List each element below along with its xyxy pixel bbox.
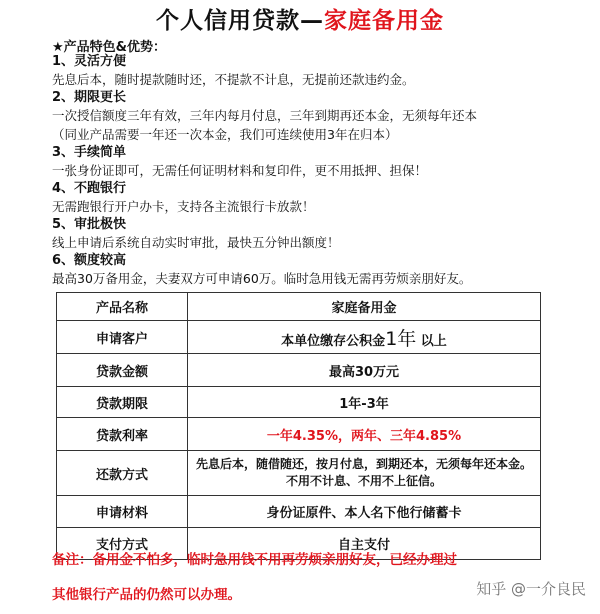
feature-heading: 5、审批极快 <box>52 217 127 232</box>
feature-item <box>52 144 592 180</box>
repayment-line: 不用不计息、不用不上征信。 <box>285 474 442 488</box>
title-main: 个人信用贷款— <box>156 8 324 34</box>
features-subtitle: ★产品特色&优势： <box>52 40 166 55</box>
feature-heading: 3、手续简单 <box>52 145 127 160</box>
interest-rate-value: 一年4.35%，两年、三年4.85% <box>188 418 541 451</box>
feature-text: （同业产品需要一年还一次本金，我们可连续使用3年在归本） <box>52 127 398 142</box>
customer-condition: 本单位缴存公积金 <box>281 333 386 349</box>
row-label: 还款方式 <box>57 451 188 496</box>
feature-list <box>52 53 592 288</box>
feature-text: 无需跑银行开户办卡，支持各主流银行卡放款！ <box>52 199 315 214</box>
row-value <box>188 451 541 496</box>
feature-text: 一次授信额度三年有效，三年内每月付息，三年到期再还本金，无须每年还本 <box>52 108 478 123</box>
row-value: 身份证原件、本人名下他行储蓄卡 <box>188 496 541 528</box>
feature-heading: 6、额度较高 <box>52 253 127 268</box>
feature-item <box>52 89 592 144</box>
table-row <box>57 321 541 354</box>
product-table <box>56 292 541 560</box>
table-row <box>57 293 541 321</box>
feature-item <box>52 180 592 216</box>
feature-text: 最高30万备用金，夫妻双方可申请60万。临时急用钱无需再劳烦亲朋好友。 <box>52 271 472 286</box>
page-title <box>0 2 600 36</box>
row-label: 贷款期限 <box>57 387 188 418</box>
table-row <box>57 451 541 496</box>
row-value: 最高30万元 <box>188 354 541 387</box>
watermark: 知乎 @一介良民 <box>476 580 586 598</box>
table-row <box>57 496 541 528</box>
feature-heading: 1、灵活方便 <box>52 54 127 69</box>
row-label: 申请材料 <box>57 496 188 528</box>
row-label: 产品名称 <box>57 293 188 321</box>
row-label: 贷款金额 <box>57 354 188 387</box>
table-row <box>57 418 541 451</box>
row-value: 家庭备用金 <box>188 293 541 321</box>
feature-heading: 4、不跑银行 <box>52 181 127 196</box>
feature-text: 线上申请后系统自动实时审批，最快五分钟出额度！ <box>52 235 340 250</box>
feature-heading: 2、期限更长 <box>52 90 127 105</box>
feature-item <box>52 252 592 288</box>
repayment-line: 先息后本，随借随还，按月付息，到期还本，无须每年还本金。 <box>195 457 532 471</box>
customer-years: 1年 <box>385 327 417 350</box>
feature-text: 一张身份证即可，无需任何证明材料和复印件，更不用抵押、担保！ <box>52 163 428 178</box>
row-label: 支付方式 <box>57 528 188 560</box>
feature-text: 先息后本，随时提款随时还，不提款不计息，无提前还款违约金。 <box>52 72 415 87</box>
row-value: 自主支付 <box>188 528 541 560</box>
table-row <box>57 354 541 387</box>
row-value: 1年-3年 <box>188 387 541 418</box>
feature-item <box>52 216 592 252</box>
customer-suffix: 以上 <box>416 333 447 349</box>
table-row <box>57 387 541 418</box>
title-highlight: 家庭备用金 <box>324 8 444 34</box>
remark-line: 备注：备用金不怕多，临时急用钱不用再劳烦亲朋好友，已经办理过 <box>52 552 457 568</box>
row-value <box>188 321 541 354</box>
row-label: 申请客户 <box>57 321 188 354</box>
row-label: 贷款利率 <box>57 418 188 451</box>
remark-line: 其他银行产品的仍然可以办理。 <box>52 587 241 603</box>
feature-item <box>52 53 592 89</box>
